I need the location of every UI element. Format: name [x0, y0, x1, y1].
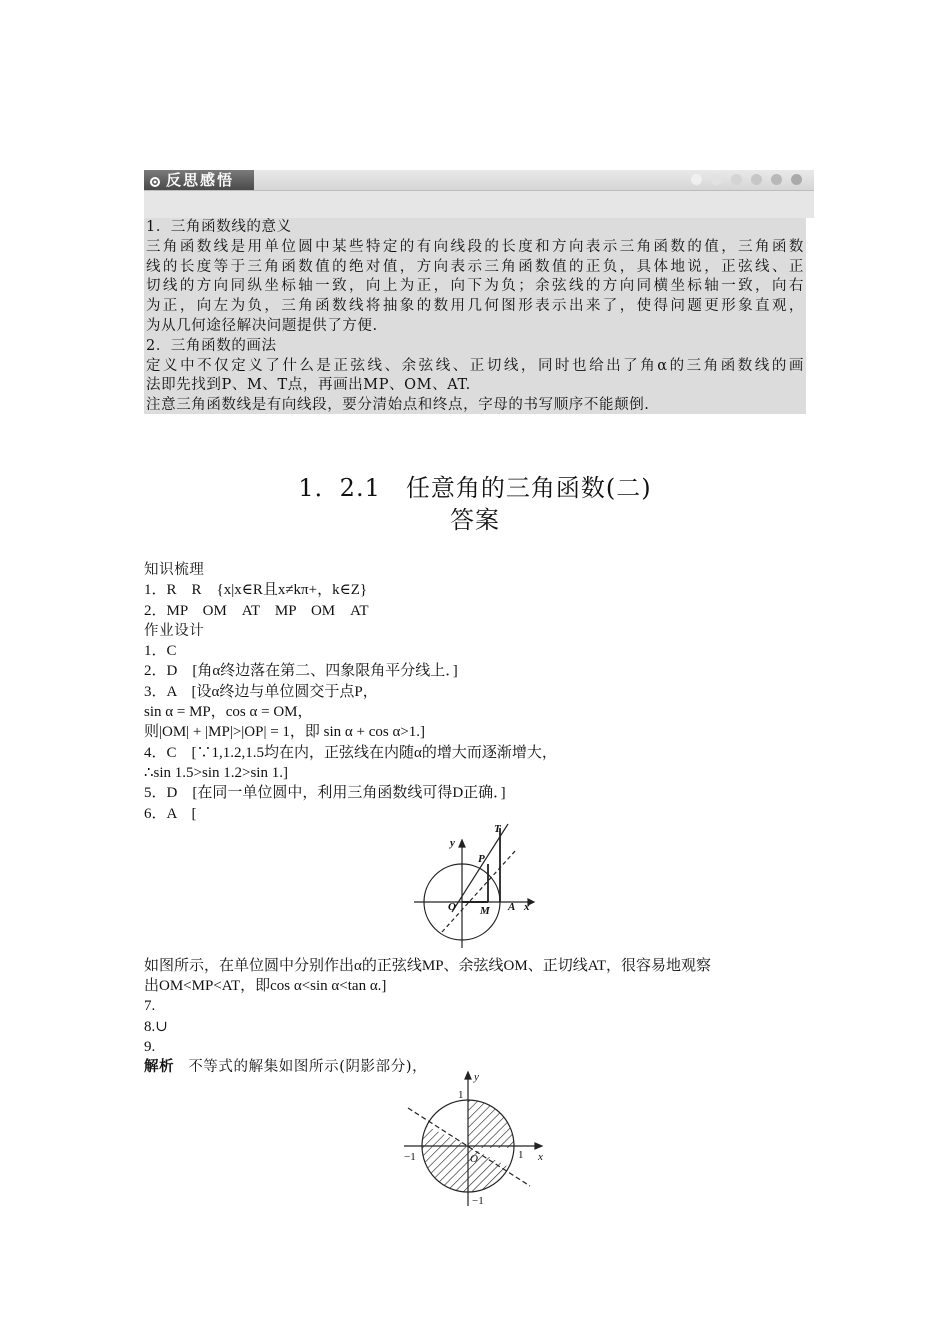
answer-line: 5．D [在同一单位圆中，利用三角函数线可得D正确．]: [144, 785, 506, 802]
label-A: A: [508, 901, 516, 913]
label-neg-one-left: −1: [404, 1151, 416, 1163]
reflection-para2-line: 定义中不仅定义了什么是正弦线、余弦线、正切线，同时也给出了角α的三角函数线的画: [146, 357, 804, 374]
answer-line: 2．MP OM AT MP OM AT: [144, 602, 369, 619]
analysis-text: 不等式的解集如图所示(阴影部分)，: [188, 1059, 428, 1076]
answer-line: 3．A [设α终边与单位圆交于点P，: [144, 683, 378, 700]
analysis-label: 解析: [144, 1058, 175, 1076]
section-heading: 作业设计: [144, 622, 205, 639]
label-neg-one-bottom: −1: [472, 1195, 484, 1207]
label-one-top: 1: [458, 1089, 464, 1101]
reflection-heading-1: 1．三角函数线的意义: [146, 219, 292, 235]
shaded-region-right-upper: [468, 1088, 528, 1148]
answer-line: 则|OM| + |MP|>|OP| = 1，即 sin α + cos α>1.]: [144, 724, 426, 741]
label-T: T: [494, 823, 501, 835]
reflection-para3: 注意三角函数线是有向线段，要分清始点和终点，字母的书写顺序不能颠倒.: [146, 397, 650, 414]
label-y: y: [450, 837, 455, 849]
reflection-banner: [144, 170, 814, 191]
y-arrow-icon: [465, 1072, 471, 1079]
answer-line: 1．C: [144, 643, 177, 660]
banner-dots: [691, 174, 802, 185]
title-main: 1．2.1 任意角的三角函数(二): [298, 474, 652, 502]
dot-icon: [771, 174, 782, 185]
label-P: P: [478, 853, 485, 865]
dot-icon: [751, 174, 762, 185]
x-arrow-icon: [535, 1143, 542, 1149]
dot-icon: [691, 174, 702, 185]
answer-line: sin α = MP，cos α = OM，: [144, 704, 313, 721]
page-title: [0, 472, 950, 536]
shaded-region-left-lower: [410, 1118, 468, 1198]
reflection-para1-line: 三角函数线是用单位圆中某些特定的有向线段的长度和方向表示三角函数的值，三角函数: [146, 238, 804, 255]
banner-tag: [144, 170, 254, 190]
reflection-para2-line: 法即先找到P、M、T点，再画出MP、OM、AT.: [146, 377, 471, 394]
answer-line: 4．C [∵1,1.2,1.5均在内，正弦线在内随α的增大而逐渐增大，: [144, 744, 557, 761]
answer-line: ∴sin 1.5>sin 1.2>sin 1.]: [144, 764, 288, 781]
reflection-para1-line: 切线的方向同纵坐标轴一致，向上为正，向下为负；余弦线的方向同横坐标轴一致，向右: [146, 278, 804, 295]
answer-line: 如图所示，在单位圆中分别作出α的正弦线MP、余弦线OM、正切线AT，很容易地观察: [144, 957, 712, 974]
label-one-right: 1: [518, 1149, 524, 1161]
answer-line: 7.: [144, 998, 156, 1015]
dot-icon: [791, 174, 802, 185]
dot-icon: [731, 174, 742, 185]
answer-line: 6．A [: [144, 805, 197, 822]
answer-line: 2．D [角α终边落在第二、四象限角平分线上．]: [144, 663, 458, 680]
reflection-box: [144, 218, 806, 414]
reflection-para1-line: 为正，向左为负，三角函数线将抽象的数用几何图形表示出来了，使得问题更形象直观，: [146, 298, 804, 315]
reflection-heading-2: 2．三角函数的画法: [146, 337, 277, 354]
answer-line: 1．R R {x|x∈R且x≠kπ+，k∈Z}: [144, 582, 368, 599]
dot-icon: [711, 174, 722, 185]
reflection-para1-line: 为从几何途径解决问题提供了方便.: [146, 317, 378, 334]
label-x: x: [538, 1151, 543, 1163]
label-x: x: [524, 901, 530, 913]
label-O: O: [448, 901, 456, 913]
target-icon: [150, 177, 160, 187]
label-O: O: [470, 1153, 478, 1165]
banner-label: 反思感悟: [166, 171, 235, 189]
label-y: y: [474, 1071, 479, 1083]
answers-section: [144, 560, 804, 1078]
reflection-para1-line: 线的长度等于三角函数值的绝对值，方向表示三角函数值的正负，具体地说，正弦线、正: [146, 258, 804, 275]
y-arrow-icon: [459, 840, 465, 847]
answer-line: 8.∪: [144, 1018, 168, 1035]
answer-line: 9.: [144, 1039, 156, 1056]
section-heading: 知识梳理: [144, 562, 205, 578]
figure-solution-region: [400, 1068, 550, 1208]
banner-spacer: [144, 191, 814, 218]
title-sub: 答案: [450, 506, 500, 534]
figure-unit-circle-lines: [412, 820, 538, 952]
answer-line: 出OM<MP<AT，即cos α<sin α<tan α.]: [144, 978, 387, 995]
label-M: M: [480, 905, 490, 917]
